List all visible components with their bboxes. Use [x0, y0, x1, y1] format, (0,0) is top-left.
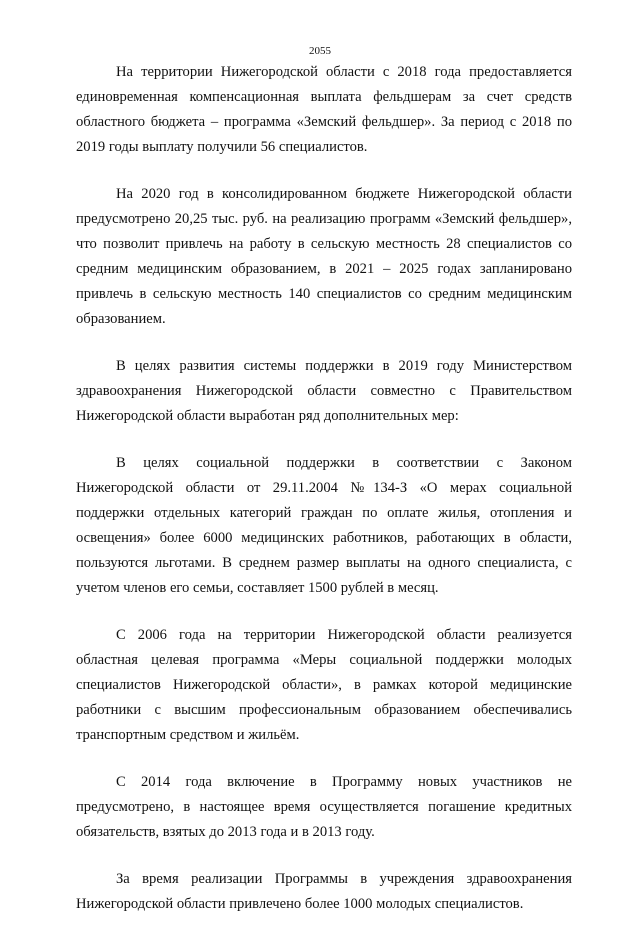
paragraph-2: На 2020 год в консолидированном бюджете Нижегородской области предусмотрено 20,25 тыс. руб. на реализацию программ «Земский фельдшер», что позволит привлечь на работу в сельскую местность 28 специалистов со средним медицинским образованием, в 2021 – 2025 годах запланировано привлечь в сельскую местность 140 специалистов со средним медицинским образованием. [76, 186, 572, 327]
paragraph-4: В целях социальной поддержки в соответствии с Законом Нижегородской области от 29.11.2004 №134-З «О мерах социальной поддержки отдельных категорий граждан по оплате жилья, отопления и освещения» более 6000 медицинских работников, работающих в области, пользуются льготами. В среднем размер выплаты на одного специалиста, с учетом членов его семьи, составляет 1500 рублей в месяц. [76, 455, 572, 596]
paragraph-5: С 2006 года на территории Нижегородской области реализуется областная целевая программа «Меры социальной поддержки молодых специалистов Нижегородской области», в рамках которой медицинские работники с высшим профессиональным образованием обеспечивались транспортным средством и жильём. [76, 627, 572, 743]
page-number: 2055 [309, 45, 331, 57]
paragraph-7: За время реализации Программы в учреждения здравоохранения Нижегородской области привлечено более 1000 молодых специалистов. [76, 871, 572, 912]
document-body [76, 60, 572, 939]
paragraph-3: В целях развития системы поддержки в 2019 году Министерством здравоохранения Нижегородской области совместно с Правительством Нижегородской области выработан ряд дополнительных мер: [76, 358, 572, 424]
paragraph-1: На территории Нижегородской области с 2018 года предоставляется единовременная компенсационная выплата фельдшерам за счет средств областного бюджета – программа «Земский фельдшер». За период с 2018 по 2019 годы выплату получили 56 специалистов. [76, 64, 572, 155]
paragraph-6: С 2014 года включение в Программу новых участников не предусмотрено, в настоящее время осуществляется погашение кредитных обязательств, взятых до 2013 года и в 2013 году. [76, 774, 572, 840]
